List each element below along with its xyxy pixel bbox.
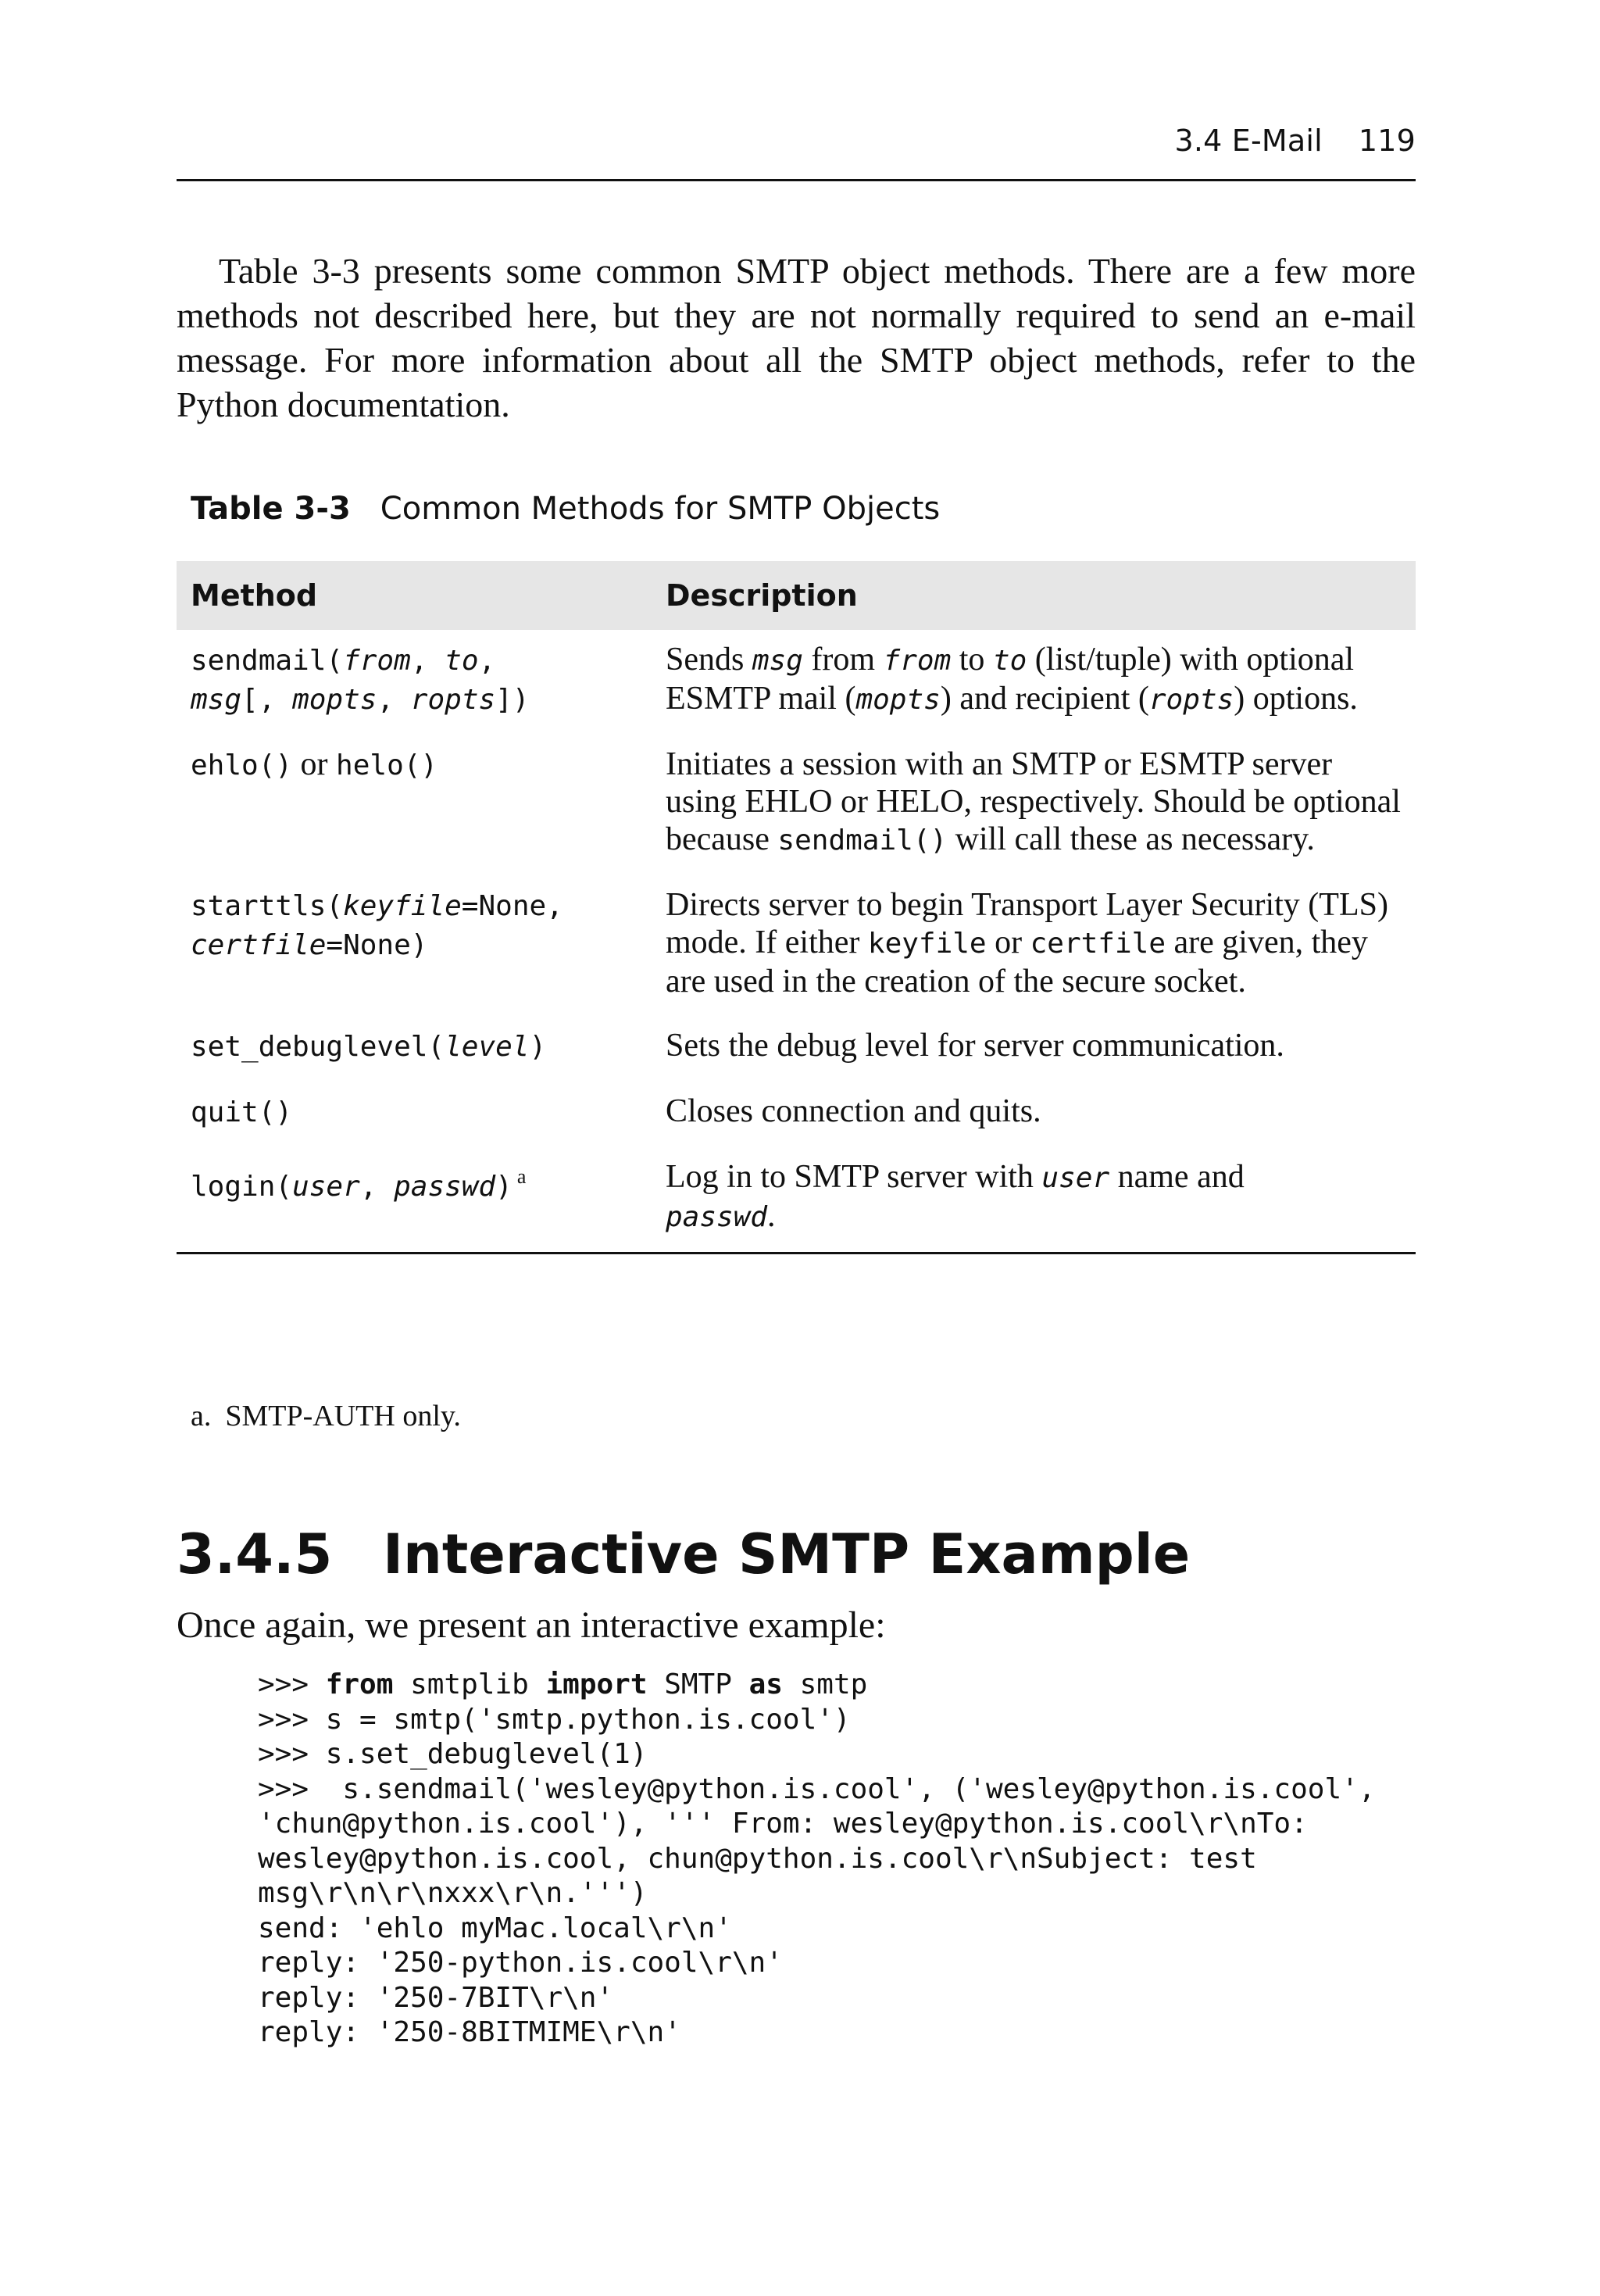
table-row: [177, 875, 1416, 1016]
param-text: certfile: [191, 929, 327, 961]
code-text: ): [495, 1171, 512, 1203]
desc-text: ) options.: [1234, 681, 1358, 717]
code-text: smtp: [782, 1668, 868, 1701]
param-text: to: [445, 645, 479, 677]
table-number: Table 3-3: [191, 491, 351, 527]
code-line: wesley@python.is.cool, chun@python.is.cool\r\nSubject: test: [258, 1842, 1257, 1875]
code-text: =None): [326, 929, 428, 961]
code-text: =None,: [461, 890, 563, 922]
code-text: keyfile: [867, 928, 987, 960]
code-line: [258, 1668, 867, 1701]
desc-text: Directs server to begin Transport Layer Security (TLS) mode. If either: [666, 887, 1388, 960]
keyword: from: [325, 1668, 394, 1701]
desc-text: to: [951, 642, 993, 678]
smtp-methods-table: [177, 561, 1416, 1254]
code-line: >>> s.set_debuglevel(1): [258, 1738, 648, 1770]
param-text: msg: [752, 645, 803, 677]
section-number: 3.4.5: [177, 1522, 333, 1586]
desc-text: or: [986, 924, 1030, 960]
code-text: ]): [495, 684, 530, 716]
desc-text: Initiates a session with an SMTP or ESMTP server using EHLO or HELO, respectively. Should be optional because: [666, 746, 1401, 857]
desc-text: are given, they are used in the creation of the secure socket.: [666, 924, 1368, 1000]
intro-paragraph: Table 3-3 presents some common SMTP object methods. There are a few more methods not described here, but they are not normally required to send an e-mail message. For more information about all the SMTP object methods, refer to the Python documentation.: [177, 251, 1416, 424]
param-text: mopts: [855, 684, 941, 716]
code-line: send: 'ehlo myMac.local\r\n': [258, 1912, 732, 1944]
running-head: [1174, 123, 1416, 158]
code-text: sendmail(): [777, 824, 948, 857]
table-row: [177, 1082, 1416, 1147]
param-text: from: [883, 645, 952, 677]
param-text: passwd: [394, 1171, 496, 1203]
description-cell: [652, 1082, 1416, 1147]
code-line: 'chun@python.is.cool'), ''' From: wesley@python.is.cool\r\nTo:: [258, 1808, 1308, 1840]
table-row: [177, 1016, 1416, 1082]
desc-text: will call these as necessary.: [947, 821, 1315, 857]
code-text: [,: [241, 684, 293, 716]
section-title: Interactive SMTP Example: [383, 1522, 1191, 1586]
table-row: [177, 735, 1416, 875]
param-text: passwd: [666, 1201, 768, 1233]
description-cell: [652, 630, 1416, 735]
running-head-section: 3.4 E-Mail: [1174, 123, 1323, 158]
method-cell: [177, 630, 652, 735]
param-text: user: [1041, 1162, 1110, 1194]
desc-text: .: [767, 1198, 776, 1234]
param-text: to: [992, 645, 1027, 677]
code-listing: [258, 1668, 1398, 2051]
description-cell: [652, 1147, 1416, 1254]
footnote-marker: a: [516, 1165, 527, 1188]
section-heading: [177, 1522, 1190, 1586]
code-text: ,: [478, 645, 496, 677]
method-cell: [177, 1082, 652, 1147]
desc-text: Sets the debug level for server communication.: [666, 1028, 1284, 1064]
desc-text: Sends: [666, 642, 752, 678]
param-text: mopts: [292, 684, 377, 716]
table-title: Common Methods for SMTP Objects: [380, 491, 941, 527]
desc-text: or: [292, 746, 337, 782]
method-cell: [177, 1147, 652, 1254]
code-text: starttls(: [191, 890, 344, 922]
code-text: ,: [359, 1171, 395, 1203]
table-header-row: [177, 561, 1416, 630]
code-text: quit(): [191, 1096, 293, 1128]
keyword: as: [748, 1668, 783, 1701]
keyword: import: [545, 1668, 648, 1701]
footnote-mark: a.: [191, 1400, 212, 1432]
prompt: >>>: [258, 1668, 326, 1701]
code-text: ,: [377, 684, 411, 716]
desc-text: from: [802, 642, 884, 678]
column-header-method: Method: [177, 561, 652, 630]
code-text: sendmail(: [191, 645, 344, 677]
lead-paragraph: Once again, we present an interactive example:: [177, 1604, 886, 1646]
description-cell: [652, 1016, 1416, 1082]
code-text: ,: [410, 645, 445, 677]
desc-text: Log in to SMTP server with: [666, 1159, 1042, 1195]
footnote-text: SMTP-AUTH only.: [225, 1400, 461, 1432]
code-text: helo(): [336, 749, 438, 781]
table-caption: [191, 491, 940, 527]
code-line: reply: '250-7BIT\r\n': [258, 1981, 614, 2014]
code-text: smtplib: [393, 1668, 546, 1701]
code-text: login(: [191, 1171, 293, 1203]
table-row: [177, 630, 1416, 735]
desc-text: Closes connection and quits.: [666, 1093, 1041, 1129]
code-line: >>> s = smtp('smtp.python.is.cool'): [258, 1703, 851, 1736]
param-text: ropts: [1148, 684, 1234, 716]
param-text: msg: [191, 684, 242, 716]
desc-text: ) and recipient (: [940, 681, 1149, 717]
description-cell: [652, 875, 1416, 1016]
method-cell: [177, 735, 652, 875]
param-text: keyfile: [343, 890, 462, 922]
code-text: certfile: [1030, 928, 1166, 960]
desc-text: name and: [1109, 1159, 1245, 1195]
code-text: SMTP: [647, 1668, 749, 1701]
param-text: ropts: [410, 684, 496, 716]
method-cell: [177, 1016, 652, 1082]
column-header-description: Description: [652, 561, 1416, 630]
param-text: from: [343, 645, 411, 677]
code-line: msg\r\n\r\nxxx\r\n.'''): [258, 1877, 648, 1909]
code-text: ehlo(): [191, 749, 293, 781]
code-text: ): [529, 1031, 547, 1063]
code-line: reply: '250-python.is.cool\r\n': [258, 1947, 783, 1979]
description-cell: [652, 735, 1416, 875]
desc-text: (list/tuple) with optional ESMTP mail (: [666, 642, 1355, 717]
code-line: >>> s.sendmail('wesley@python.is.cool', ('wesley@python.is.cool',: [258, 1772, 1376, 1805]
table-footnote: [191, 1399, 461, 1433]
param-text: user: [292, 1171, 360, 1203]
page-number: 119: [1358, 123, 1416, 158]
method-cell: [177, 875, 652, 1016]
code-text: set_debuglevel(: [191, 1031, 445, 1063]
param-text: level: [445, 1031, 530, 1063]
header-rule: [177, 179, 1416, 181]
table-row: [177, 1147, 1416, 1254]
code-line: reply: '250-8BITMIME\r\n': [258, 2016, 681, 2048]
